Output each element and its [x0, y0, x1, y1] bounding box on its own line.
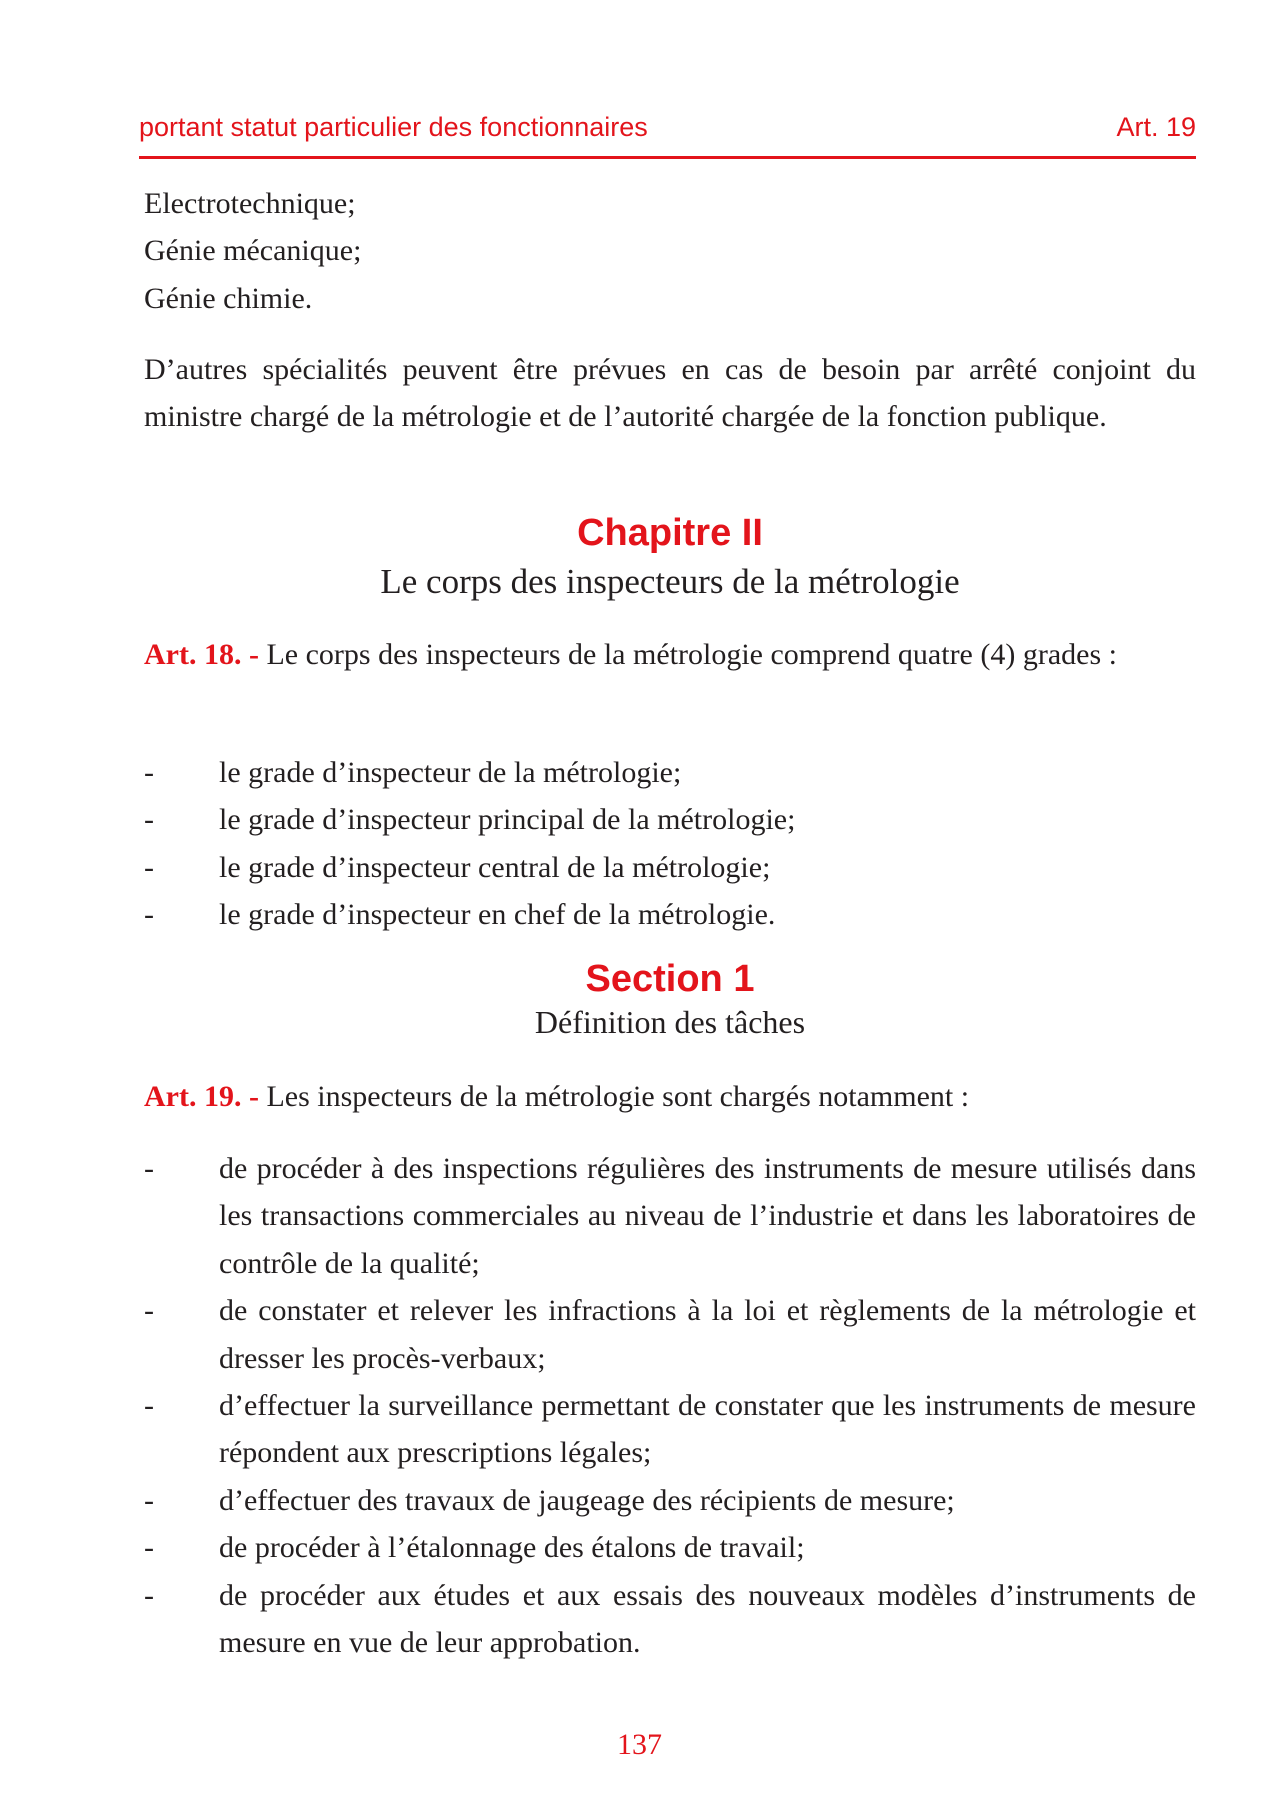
- article-text: Le corps des inspecteurs de la métrologie comprend quatre (4) grades :: [258, 638, 1117, 671]
- tasks-list: [144, 1145, 1196, 1666]
- running-title: portant statut particulier des fonctionnaires: [139, 112, 648, 142]
- dash-bullet: -: [144, 898, 154, 932]
- chapter-label: Chapitre II: [577, 512, 763, 554]
- dash-bullet: -: [144, 1389, 154, 1423]
- list-item-text: de procéder aux études et aux essais des nouveaux modèles d’instruments de mesure en vue de leur approbation.: [219, 1578, 1196, 1660]
- dash-bullet: -: [144, 756, 154, 789]
- list-item: [144, 1287, 1196, 1382]
- article-label: Art. 19. -: [144, 1080, 259, 1113]
- list-item-text: le grade d’inspecteur central de la métrologie;: [219, 850, 771, 884]
- specialties-paragraph: [144, 346, 1196, 441]
- list-item-text: de constater et relever les infractions à la loi et règlements de la métrologie et dresser les procès-verbaux;: [219, 1294, 1196, 1375]
- article-19: [144, 1073, 1196, 1120]
- chapter-title: Le corps des inspecteurs de la métrologie: [380, 562, 960, 601]
- article-18: [144, 631, 1196, 678]
- dash-bullet: -: [144, 1483, 154, 1517]
- list-item-text: le grade d’inspecteur principal de la métrologie;: [219, 803, 796, 837]
- list-item: [144, 891, 1196, 938]
- grades-list: [144, 749, 1196, 939]
- article-label: Art. 18. -: [144, 638, 259, 671]
- article-reference: Art. 19: [1116, 112, 1196, 142]
- list-item-text: de procéder à l’étalonnage des étalons de travail;: [219, 1531, 805, 1565]
- specialties-list: [144, 180, 1196, 322]
- list-item-text: d’effectuer la surveillance permettant de constater que les instruments de mesure répondent aux prescriptions légales;: [219, 1389, 1196, 1470]
- dash-bullet: -: [144, 1531, 154, 1565]
- dash-bullet: -: [144, 1152, 154, 1185]
- running-header: [139, 112, 1196, 148]
- dash-bullet: -: [144, 803, 154, 837]
- list-item-text: le grade d’inspecteur de la métrologie;: [219, 756, 682, 789]
- list-item-text: le grade d’inspecteur en chef de la métrologie.: [219, 898, 776, 932]
- specialty: Génie mécanique;: [144, 234, 362, 268]
- dash-bullet: -: [144, 1578, 154, 1612]
- dash-bullet: -: [144, 850, 154, 884]
- page-number: 137: [617, 1728, 662, 1761]
- list-item-text: d’effectuer des travaux de jaugeage des récipients de mesure;: [219, 1483, 955, 1517]
- section-title: Définition des tâches: [534, 1004, 806, 1040]
- list-item-text: de procéder à des inspections régulières des instruments de mesure utilisés dans les transactions commerciales au niveau de l’industrie et dans les laboratoires de contrôle de la qualité;: [219, 1152, 1196, 1280]
- list-item: [144, 1477, 1196, 1524]
- list-item: [144, 749, 1196, 796]
- specialty: Electrotechnique;: [144, 187, 356, 220]
- article-text: Les inspecteurs de la métrologie sont chargés notamment :: [258, 1080, 970, 1113]
- paragraph-text: D’autres spécialités peuvent être prévues en cas de besoin par arrêté conjoint du ministre chargé de la métrologie et de l’autorité chargée de la fonction publique.: [144, 353, 1196, 434]
- section-label: Section 1: [585, 958, 755, 1000]
- header-rule: [139, 156, 1196, 159]
- list-item: [144, 1572, 1196, 1667]
- list-item: [144, 1524, 1196, 1571]
- list-item: [144, 1145, 1196, 1287]
- list-item: [144, 1382, 1196, 1477]
- specialty: Génie chimie.: [144, 281, 313, 315]
- list-item: [144, 796, 1196, 843]
- dash-bullet: -: [144, 1294, 154, 1328]
- list-item: [144, 844, 1196, 891]
